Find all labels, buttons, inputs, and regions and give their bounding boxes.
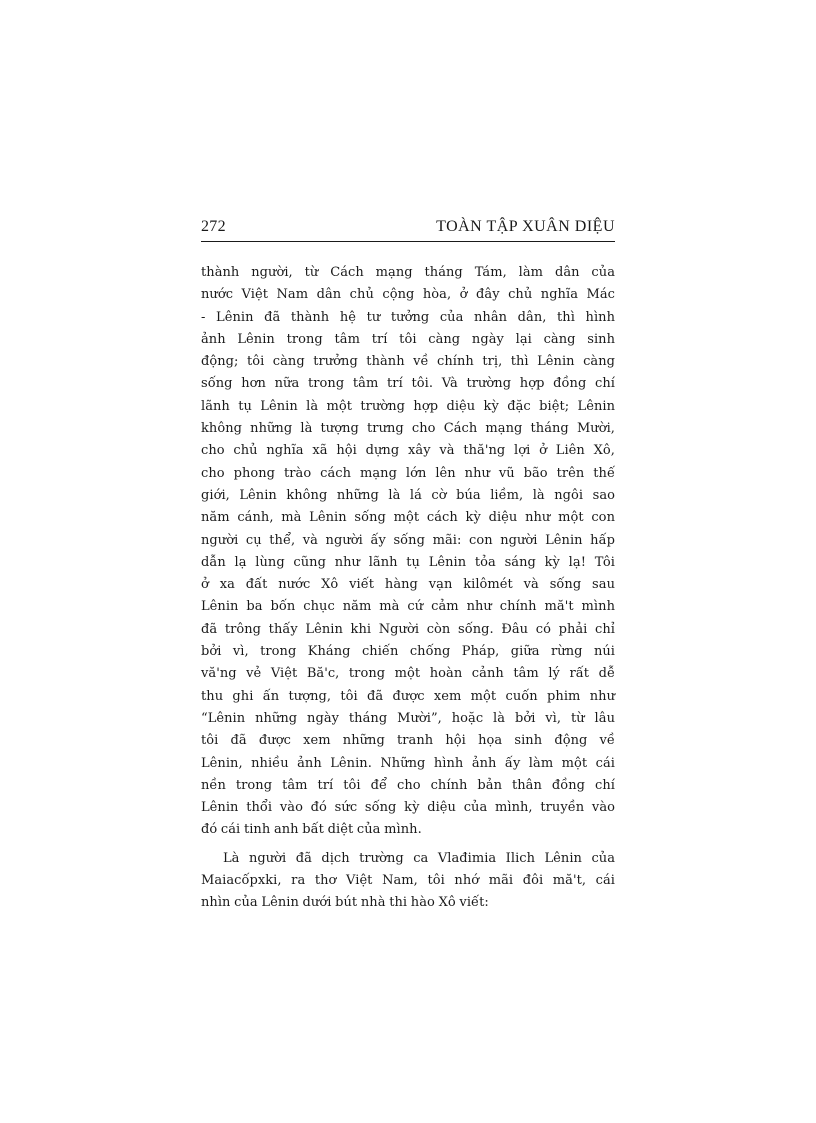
text-line: cho chủ nghĩa xã hội dựng xây và thă'ng lợi ở Liên Xô,: [201, 443, 615, 459]
text-line: nhìn của Lênin dưới bút nhà thi hào Xô viết:: [201, 895, 489, 911]
text-line: thu ghi ấn tượng, tôi đã được xem một cuốn phim như: [201, 688, 615, 704]
body-text: [201, 262, 615, 915]
text-line: Lênin, nhiều ảnh Lênin. Những hình ảnh ấy làm một cái: [201, 755, 615, 771]
text-line: sống hơn nữa trong tâm trí tôi. Và trường hợp đồng chí: [201, 376, 615, 392]
text-line: Lênin thổi vào đó sức sống kỳ diệu của mình, truyền vào: [201, 800, 615, 816]
text-line: đó cái tinh anh bất diệt của mình.: [201, 822, 422, 838]
text-line: Lênin ba bốn chục năm mà cứ cảm như chính mă't mình: [201, 599, 615, 615]
paragraph-1: [201, 262, 615, 842]
text-line: nền trong tâm trí tôi để cho chính bản thân đồng chí: [201, 777, 615, 793]
paragraph-2: [201, 848, 615, 915]
text-line: đã trông thấy Lênin khi Người còn sống. Đâu có phải chỉ: [201, 621, 615, 637]
text-line: giới, Lênin không những là lá cờ búa liềm, là ngôi sao: [201, 487, 615, 503]
text-line: - Lênin đã thành hệ tư tưởng của nhân dân, thì hình: [201, 309, 615, 325]
book-title: TOÀN TẬP XUÂN DIỆU: [436, 218, 615, 235]
page-number: 272: [201, 218, 226, 235]
text-line: lãnh tụ Lênin là một trường hợp diệu kỳ đặc biệt; Lênin: [201, 398, 615, 414]
text-line: Là người đã dịch trường ca Vlađimia Ilich Lênin của: [223, 850, 615, 866]
text-line: bởi vì, trong Kháng chiến chống Pháp, giữa rừng núi: [201, 644, 615, 660]
text-line: vă'ng vẻ Việt Bă'c, trong một hoàn cảnh tâm lý rất dễ: [201, 666, 615, 682]
text-line: dẫn lạ lùng cũng như lãnh tụ Lênin tỏa sáng kỳ lạ! Tôi: [201, 554, 615, 570]
text-line: nước Việt Nam dân chủ cộng hòa, ở đây chủ nghĩa Mác: [201, 287, 615, 303]
text-line: ảnh Lênin trong tâm trí tôi càng ngày lại càng sinh: [201, 331, 615, 347]
text-line: “Lênin những ngày tháng Mười”, hoặc là bởi vì, từ lâu: [201, 710, 615, 726]
text-line: năm cánh, mà Lênin sống một cách kỳ diệu như một con: [201, 510, 615, 526]
text-line: động; tôi càng trưởng thành về chính trị, thì Lênin càng: [201, 354, 615, 370]
text-line: cho phong trào cách mạng lớn lên như vũ bão trên thế: [201, 465, 615, 481]
text-line: tôi đã được xem những tranh hội họa sinh động về: [201, 733, 615, 749]
text-line: Maiacốpxki, ra thơ Việt Nam, tôi nhớ mãi đôi mă't, cái: [201, 873, 615, 889]
text-line: ở xa đất nước Xô viết hàng vạn kilômét và sống sau: [201, 577, 615, 593]
text-line: người cụ thể, và người ấy sống mãi: con người Lênin hấp: [201, 532, 615, 548]
text-line: thành người, từ Cách mạng tháng Tám, làm dân của: [201, 265, 615, 280]
text-line: không những là tượng trưng cho Cách mạng tháng Mười,: [201, 421, 615, 437]
running-header: [201, 215, 615, 242]
